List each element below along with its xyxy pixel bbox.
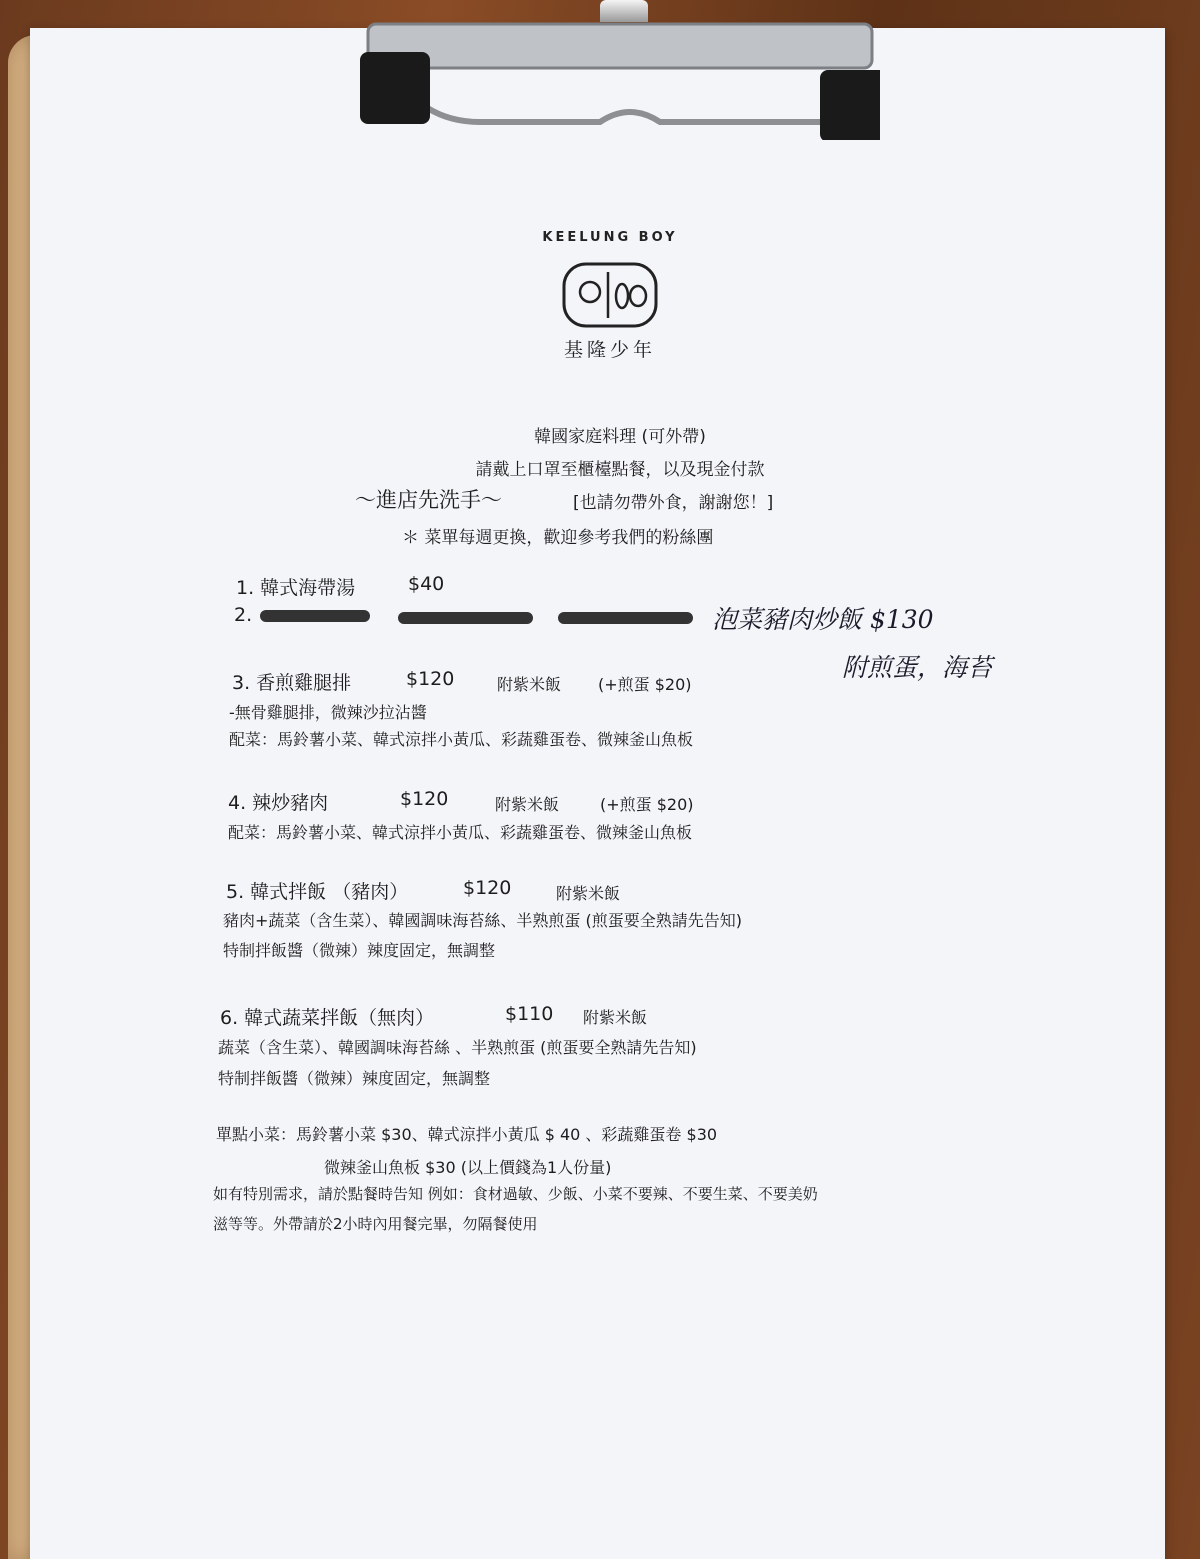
item-1-price: $40 (408, 573, 445, 595)
crossed-out-price (398, 612, 533, 624)
item-5-price: $120 (463, 877, 512, 899)
item-4-price: $120 (400, 788, 449, 810)
item-6-side: 附紫米飯 (583, 1008, 648, 1027)
item-3-extra: (+煎蛋 $20) (598, 675, 692, 694)
handwritten-item-2-note: 附煎蛋，海苔 (842, 653, 993, 682)
item-6-price: $110 (505, 1003, 554, 1025)
item-3-desc-2: 配菜：馬鈴薯小菜、韓式涼拌小黃瓜、彩蔬雞蛋卷、微辣釜山魚板 (229, 730, 694, 749)
header-line-4: ＊ 菜單每週更換，歡迎參考我們的粉絲團 (402, 528, 714, 548)
item-2-number: 2. (234, 604, 253, 626)
item-1-name: 1. 韓式海帶湯 (236, 577, 356, 599)
item-5-name: 5. 韓式拌飯 （豬肉） (226, 881, 409, 903)
logo-text-zh: 基隆少年 (563, 339, 656, 361)
item-6-desc-2: 特制拌飯醬（微辣）辣度固定，無調整 (218, 1069, 491, 1088)
handwritten-item-2: 泡菜豬肉炒飯 $130 (712, 605, 934, 634)
metal-clip (360, 22, 880, 140)
item-6-desc-1: 蔬菜（含生菜）、韓國調味海苔絲 、半熟煎蛋 (煎蛋要全熟請先告知) (218, 1038, 697, 1057)
item-3-name: 3. 香煎雞腿排 (232, 672, 352, 694)
item-5-desc-1: 豬肉+蔬菜（含生菜）、韓國調味海苔絲、半熟煎蛋 (煎蛋要全熟請先告知) (223, 911, 742, 930)
crossed-out-price-2 (558, 612, 693, 624)
keelung-boy-logo (540, 230, 680, 370)
header-wash-hands: ～進店先洗手～ (355, 488, 502, 512)
notes-line-1: 如有特別需求，請於點餐時告知 例如：食材過敏、少飯、小菜不要辣、不要生菜、不要美奶 (213, 1185, 818, 1203)
logo-text-en: KEELUNG BOY (542, 230, 678, 245)
item-3-desc-1: -無骨雞腿排，微辣沙拉沾醬 (229, 703, 427, 722)
item-4-desc-1: 配菜：馬鈴薯小菜、韓式涼拌小黃瓜、彩蔬雞蛋卷、微辣釜山魚板 (228, 823, 693, 842)
header-no-outside-food: [也請勿帶外食，謝謝您！] (573, 493, 774, 513)
item-4-name: 4. 辣炒豬肉 (228, 792, 329, 814)
item-6-name: 6. 韓式蔬菜拌飯（無肉） (220, 1007, 435, 1029)
item-3-side: 附紫米飯 (497, 675, 562, 694)
item-5-side: 附紫米飯 (556, 884, 621, 903)
item-4-side: 附紫米飯 (495, 795, 560, 814)
clip-ring (600, 0, 648, 22)
item-5-desc-2: 特制拌飯醬（微辣）辣度固定，無調整 (223, 941, 496, 960)
header-line-1: 韓國家庭料理 (可外帶) (534, 427, 706, 447)
item-3-price: $120 (406, 668, 455, 690)
sides-line-2: 微辣釜山魚板 $30 (以上價錢為1人份量) (324, 1158, 612, 1177)
header-line-2: 請戴上口罩至櫃檯點餐，以及現金付款 (475, 460, 765, 480)
sides-line-1: 單點小菜：馬鈴薯小菜 $30、韓式涼拌小黃瓜 $ 40 、彩蔬雞蛋卷 $30 (216, 1125, 718, 1144)
crossed-out-name (260, 610, 370, 622)
bento-icon (560, 258, 660, 333)
item-4-extra: (+煎蛋 $20) (600, 795, 694, 814)
notes-line-2: 滋等等。外帶請於2小時內用餐完畢，勿隔餐使用 (213, 1215, 538, 1233)
